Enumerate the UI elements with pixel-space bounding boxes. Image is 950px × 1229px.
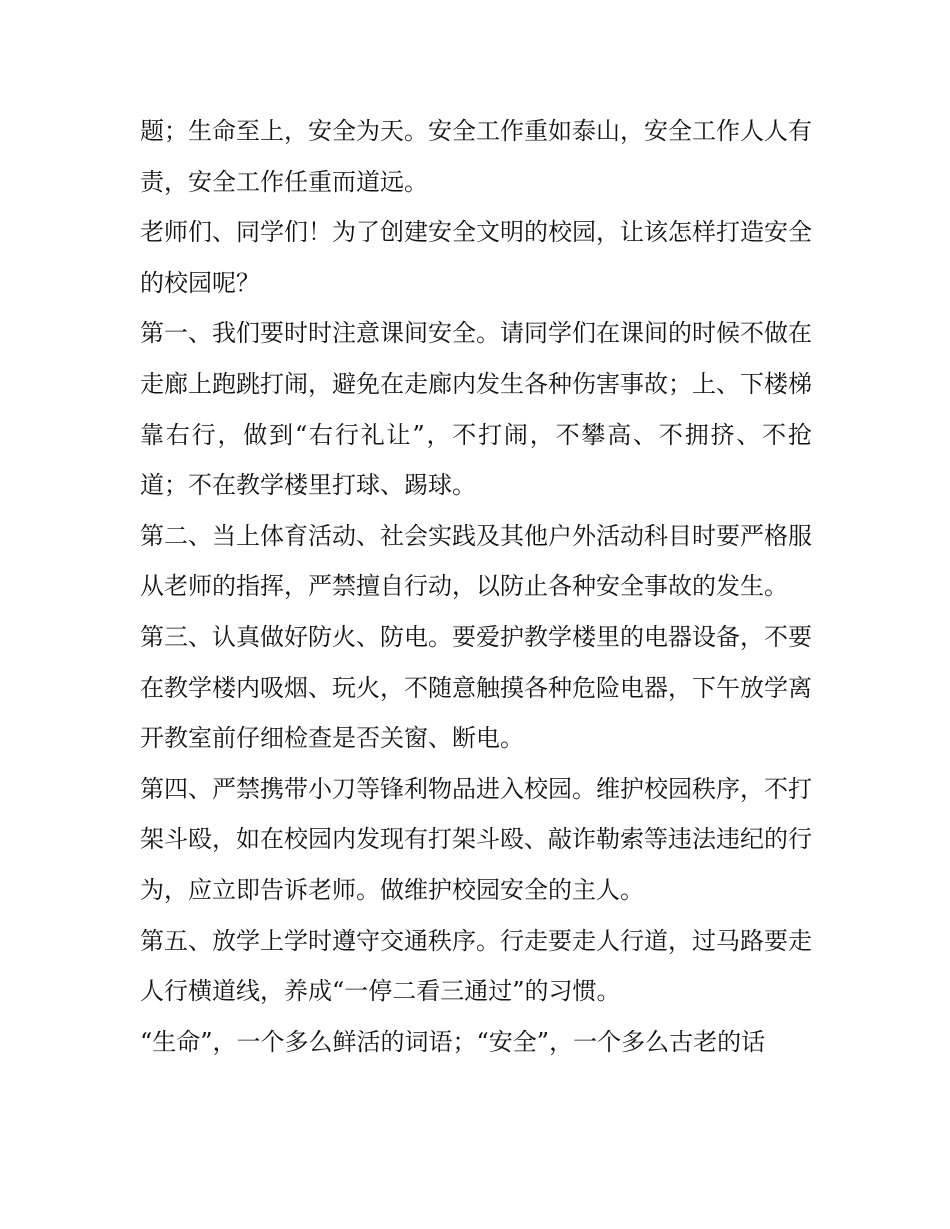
document-body [140, 106, 812, 1067]
paragraph-point-two: 第二、当上体育活动、社会实践及其他户外活动科目时要严格服从老师的指挥，严禁擅自行动，以防止各种安全事故的发生。 [140, 521, 812, 601]
paragraph-closing: “生命”，一个多么鲜活的词语；“安全”，一个多么古老的话 [140, 1027, 766, 1056]
paragraph-safety-motto: 题；生命至上，安全为天。安全工作重如泰山，安全工作人人有责，安全工作任重而道远。 [140, 117, 812, 196]
paragraph-point-five: 第五、放学上学时遵守交通秩序。行走要走人行道，过马路要走人行横道线，养成“一停二看三通过”的习惯。 [140, 926, 812, 1006]
paragraph-point-one: 第一、我们要时时注意课间安全。请同学们在课间的时候不做在走廊上跑跳打闹，避免在走廊内发生各种伤害事故；上、下楼梯靠右行，做到“右行礼让”，不打闹，不攀高、不拥挤、不抢道；不在教学楼里打球、踢球。 [140, 319, 812, 500]
paragraph-address: 老师们、同学们！为了创建安全文明的校园，让该怎样打造安全的校园呢？ [140, 218, 812, 297]
paragraph-point-four: 第四、严禁携带小刀等锋利物品进入校园。维护校园秩序，不打架斗殴，如在校园内发现有打架斗殴、敲诈勒索等违法违纪的行为，应立即告诉老师。做维护校园安全的主人。 [140, 774, 812, 904]
paragraph-point-three: 第三、认真做好防火、防电。要爱护教学楼里的电器设备，不要在教学楼内吸烟、玩火，不随意触摸各种危险电器，下午放学离开教室前仔细检查是否关窗、断电。 [140, 622, 812, 753]
